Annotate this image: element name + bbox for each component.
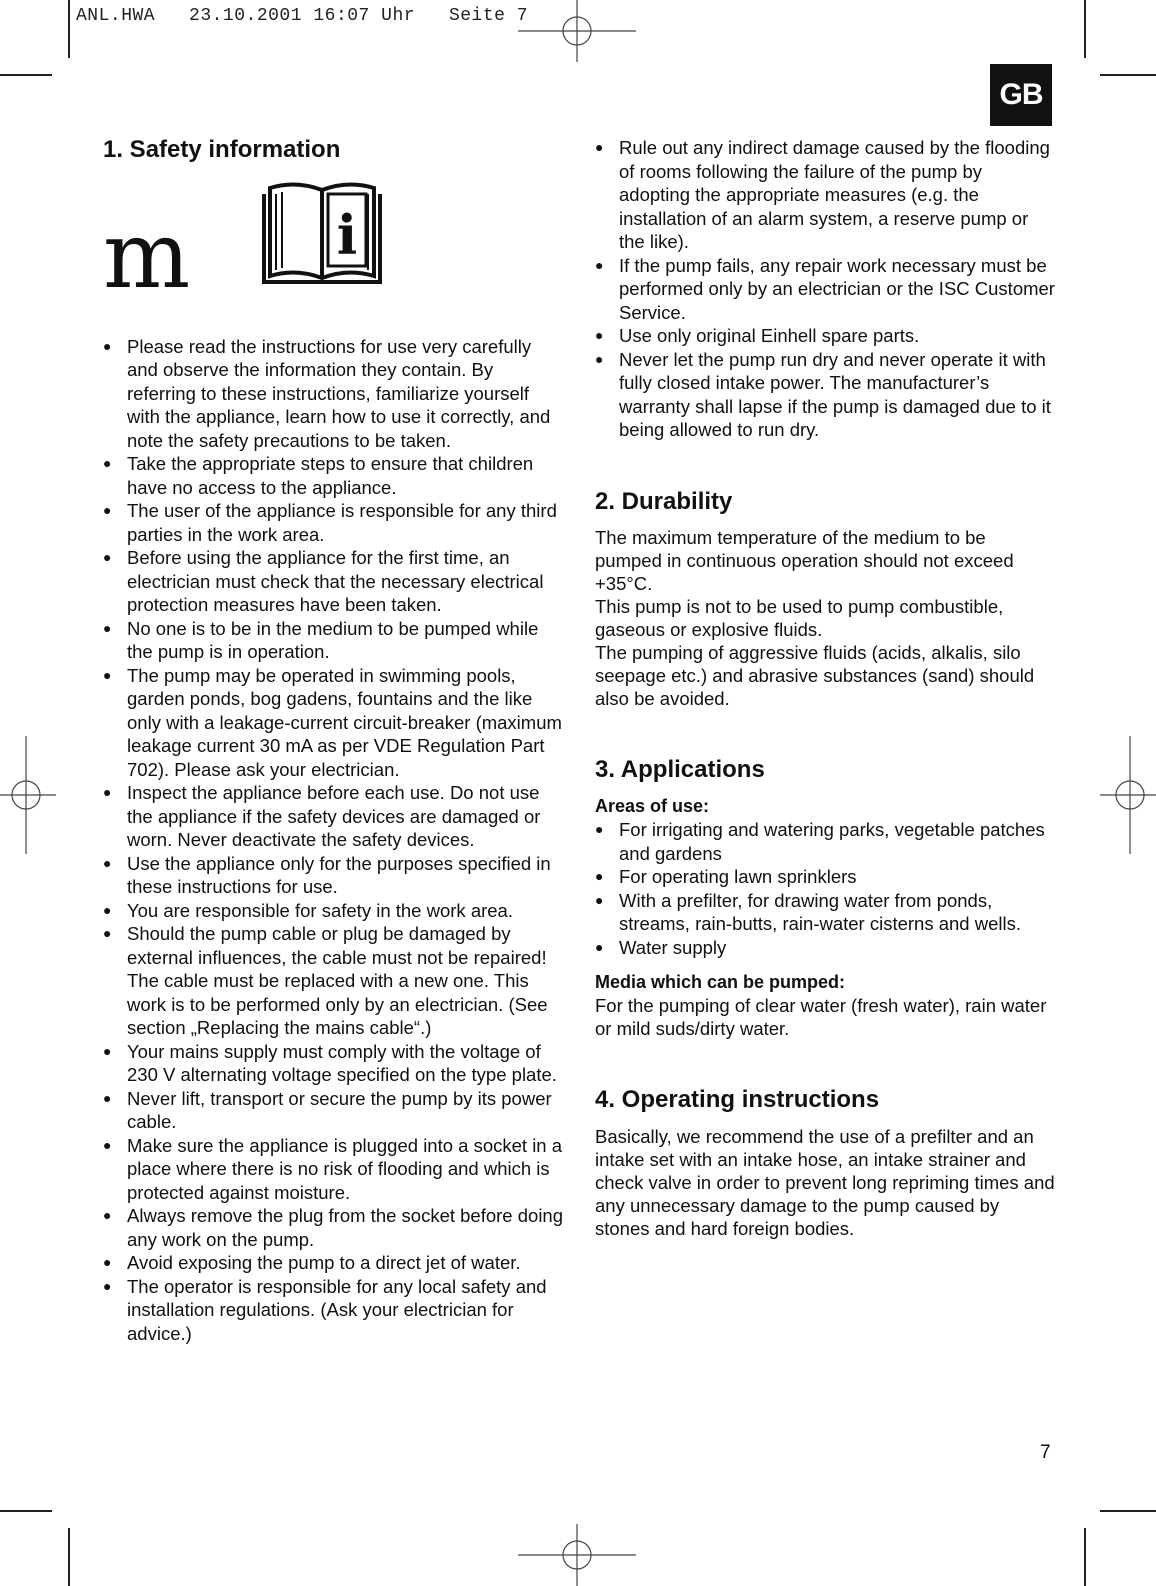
operating-text: Basically, we recommend the use of a prefilter and an intake set with an intake hose, an intake strainer and check valve in order to prevent long repriming times and any unnecessary damage to the pump caused by stones and hard foreign bodies. [595, 1125, 1055, 1239]
durability-paragraph: This pump is not to be used to pump combustible, gaseous or explosive fluids. [595, 596, 1004, 641]
list-item: ● Your mains supply must comply with the voltage of 230 V alternating voltage specified on the type plate. [103, 1040, 563, 1087]
list-item: ● Use only original Einhell spare parts. [595, 324, 1055, 348]
media-label: Media which can be pumped: [595, 972, 846, 993]
page-number: 7 [1040, 1442, 1051, 1463]
media-text: For the pumping of clear water (fresh water), rain water or mild suds/dirty water. [595, 995, 1047, 1040]
section-heading-operating: 4. Operating instructions [595, 1086, 880, 1114]
crop-mark [0, 74, 52, 76]
section-heading-safety: 1. Safety information [103, 136, 341, 163]
registration-mark-bottom [518, 1524, 636, 1586]
section-heading-durability: 2. Durability [595, 487, 733, 515]
registration-mark-right [1100, 736, 1156, 854]
areas-of-use-label: Areas of use: [595, 796, 710, 817]
durability-text [595, 526, 1055, 710]
list-item: ● For irrigating and watering parks, vegetable patches and gardens [595, 818, 1055, 865]
crop-mark [1100, 74, 1156, 76]
areas-of-use-list [595, 818, 1055, 959]
list-item: ● You are responsible for safety in the work area. [103, 899, 563, 923]
list-item: ● The operator is responsible for any local safety and installation regulations. (Ask your electrician for advice.) [103, 1275, 563, 1346]
language-badge: GB [990, 64, 1052, 126]
list-item: ● The user of the appliance is responsible for any third parties in the work area. [103, 499, 563, 546]
list-item: ● Make sure the appliance is plugged into a socket in a place where there is no risk of flooding and which is protected against moisture. [103, 1134, 563, 1205]
list-item: ● Avoid exposing the pump to a direct jet of water. [103, 1251, 563, 1275]
durability-paragraph: The maximum temperature of the medium to be pumped in continuous operation should not exceed +35°C. [595, 527, 1014, 595]
right-column [595, 136, 1055, 1240]
section-heading-applications: 3. Applications [595, 756, 765, 784]
crop-mark [1100, 1510, 1156, 1512]
safety-symbol: m [103, 202, 191, 309]
list-item: ● Take the appropriate steps to ensure that children have no access to the appliance. [103, 452, 563, 499]
safety-list [103, 335, 563, 1346]
crop-mark [68, 0, 70, 58]
list-item: ● Never lift, transport or secure the pump by its power cable. [103, 1087, 563, 1134]
list-item: ● Inspect the appliance before each use. Do not use the appliance if the safety devices are damaged or worn. Never deactivate the safety devices. [103, 781, 563, 852]
list-item: ● Use the appliance only for the purposes specified in these instructions for use. [103, 852, 563, 899]
crop-mark [1084, 0, 1086, 58]
list-item: ● For operating lawn sprinklers [595, 865, 1055, 889]
crop-mark [68, 1528, 70, 1586]
list-item: ● The pump may be operated in swimming pools, garden ponds, bog gadens, fountains and the like only with a leakage-current circuit-breaker (maximum leakage current 30 mA as per VDE Regulation Part 702). Please ask your electrician. [103, 664, 563, 782]
list-item: ● With a prefilter, for drawing water from ponds, streams, rain-butts, rain-water cisterns and wells. [595, 889, 1055, 936]
list-item: ● Before using the appliance for the first time, an electrician must check that the necessary electrical protection measures have been taken. [103, 546, 563, 617]
list-item: ● Please read the instructions for use very carefully and observe the information they contain. By referring to these instructions, familiarize yourself with the appliance, learn how to use it correctly, and note the safety precautions to be taken. [103, 335, 563, 453]
list-item: ● No one is to be in the medium to be pumped while the pump is in operation. [103, 617, 563, 664]
list-item: ● Should the pump cable or plug be damaged by external influences, the cable must not be repaired! The cable must be replaced with a new one. This work is to be performed only by an electrician. (See section „Replacing the mains cable“.) [103, 922, 563, 1040]
list-item: ● Water supply [595, 936, 1055, 960]
print-header: ANL.HWA 23.10.2001 16:07 Uhr Seite 7 [76, 6, 529, 26]
crop-mark [1084, 1528, 1086, 1586]
svg-text:i: i [336, 203, 358, 267]
registration-mark-left [0, 736, 56, 854]
list-item: ● Rule out any indirect damage caused by the flooding of rooms following the failure of the pump by adopting the appropriate measures (e.g. the installation of an alarm system, a reserve pump or the like). [595, 136, 1055, 254]
durability-paragraph: The pumping of aggressive fluids (acids, alkalis, silo seepage etc.) and abrasive substances (sand) should also be avoided. [595, 642, 1035, 710]
safety-list-continued [595, 136, 1055, 442]
crop-mark [0, 1510, 52, 1512]
left-column [103, 136, 563, 1345]
list-item: ● Always remove the plug from the socket before doing any work on the pump. [103, 1204, 563, 1251]
list-item: ● If the pump fails, any repair work necessary must be performed only by an electrician or the ISC Customer Service. [595, 254, 1055, 325]
registration-mark-top [518, 0, 636, 62]
list-item: ● Never let the pump run dry and never operate it with fully closed intake power. The manufacturer’s warranty shall lapse if the pump is damaged due to it being allowed to run dry. [595, 348, 1055, 442]
